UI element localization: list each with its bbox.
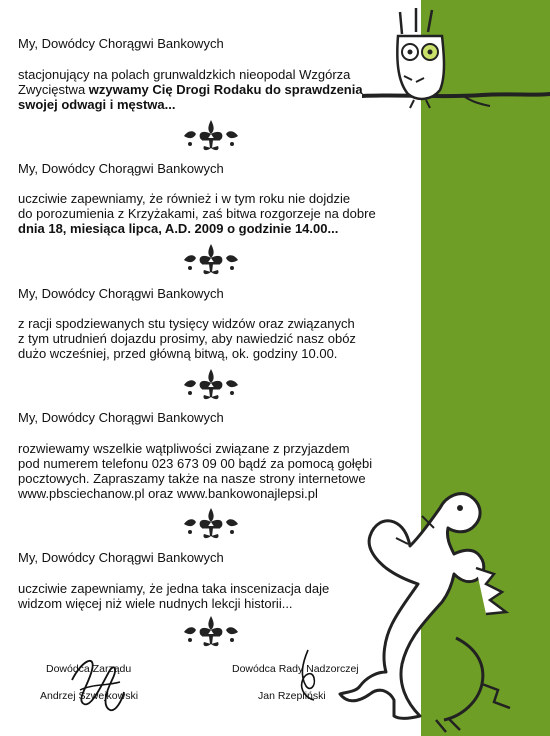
section1-line2 xyxy=(18,82,363,98)
section1-line3-bold: swojej odwagi i męstwa... xyxy=(18,97,176,112)
signature-left-name: Andrzej Szwejkowski xyxy=(40,690,139,702)
section1-line3 xyxy=(18,97,176,113)
section4-line3: pocztowych. Zapraszamy także na nasze strony internetowe xyxy=(18,471,366,486)
section2-line2: do porozumienia z Krzyżakami, zaś bitwa rozgorzeje na dobre xyxy=(18,206,376,221)
signature-right-title: Dowódca Rady Nadzorczej xyxy=(232,663,359,675)
section4-line2: pod numerem telefonu 023 673 09 00 bądź za pomocą gołębi xyxy=(18,456,373,471)
intro-line: My, Dowódcy Chorągwi Bankowych xyxy=(18,410,224,425)
signature-right-name: Jan Rzepliński xyxy=(258,690,326,702)
section2-line1: uczciwie zapewniamy, że również i w tym roku nie dojdzie xyxy=(18,191,351,206)
signature-scribble xyxy=(288,646,328,706)
fleur-ornament-icon xyxy=(180,614,242,650)
section2-line3-bold: dnia 18, miesiąca lipca, A.D. 2009 o godzinie 14.00... xyxy=(18,221,339,236)
fleur-ornament-icon xyxy=(180,242,242,278)
section5-line2: widzom więcej niż wiele nudnych lekcji historii... xyxy=(18,596,293,611)
section1-line2-bold: wzywamy Cię Drogi Rodaku do sprawdzenia xyxy=(88,82,363,97)
intro-line: My, Dowódcy Chorągwi Bankowych xyxy=(18,550,224,565)
section3-line1: z racji spodziewanych stu tysięcy widzów oraz związanych xyxy=(18,316,355,331)
signature-left-title: Dowódca Zarządu xyxy=(46,663,132,675)
fleur-ornament-icon xyxy=(180,367,242,403)
intro-line: My, Dowódcy Chorągwi Bankowych xyxy=(18,161,224,176)
intro-line: My, Dowódcy Chorągwi Bankowych xyxy=(18,286,224,301)
section3-line3: dużo wcześniej, przed główną bitwą, ok. godziny 10.00. xyxy=(18,346,338,361)
section1-line1: stacjonujący na polach grunwaldzkich nieopodal Wzgórza xyxy=(18,67,351,82)
section5-line1: uczciwie zapewniamy, że jedna taka inscenizacja daje xyxy=(18,581,330,596)
section4-line4: www.pbsciechanow.pl oraz www.bankowonajlepsi.pl xyxy=(18,486,318,501)
section1-line2-plain: Zwycięstwa xyxy=(18,82,89,97)
section4-line1: rozwiewamy wszelkie wątpliwości związane z przyjazdem xyxy=(18,441,350,456)
intro-line: My, Dowódcy Chorągwi Bankowych xyxy=(18,36,224,51)
fleur-ornament-icon xyxy=(180,118,242,154)
signature-scribble xyxy=(62,640,132,720)
section3-line2: z tym utrudnień dojazdu prosimy, aby nawiedzić nasz obóz xyxy=(18,331,356,346)
fleur-ornament-icon xyxy=(180,506,242,542)
section2-line3 xyxy=(18,221,338,237)
